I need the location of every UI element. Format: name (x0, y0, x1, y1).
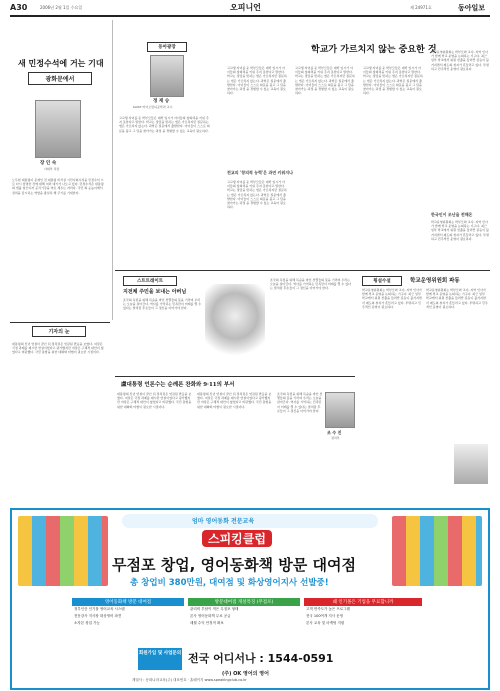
ad-col-item: 본사 교육 및 마케팅 지원 (306, 621, 345, 625)
ad-col-item: 본사 영어동화책 무료 공급 (190, 614, 231, 618)
column-tag: 기자의 눈 (32, 326, 86, 337)
column-bottom-article (115, 380, 355, 504)
column-title: 새 민정수석에 거는 기대 (18, 58, 104, 68)
column-body-2: 고교생 자녀를 둔 학부모들은 대학 입시가 아이들의 창의력을 키워 주지 못한다고 말한다. 학교는 정답을 맞히는 법은 가르치지만 질문하는 법은 가르치지 않는다. 과학은 질문에서 출발한다. 아이들이 스스로 의문을 품고 그 답을 찾아가는 과정 을 경험할 수 있는 교육이 필요하다. (227, 66, 287, 96)
author-photo-small (454, 444, 488, 484)
ad-col-item: 소자본 창업 가능 (74, 621, 100, 625)
column-straight (115, 274, 355, 374)
masthead (10, 2, 490, 14)
column-gwanghwamun (10, 20, 110, 320)
ad-contact-number[interactable]: 전국 어디서나 : 1544-0591 (188, 652, 334, 665)
ad-brand: 엄마 영어동화 전문교육 (192, 518, 255, 525)
ad-col-title: 방문대여점 개설특징 (무점포) (188, 598, 300, 606)
ad-col-item: 전국 100여개 지사 운영 (306, 614, 344, 618)
column-title: 지전체 주민을 보내는 아버님 (123, 289, 187, 295)
ad-col-title: 왜 인기몰은 기업을 무료합니까 (304, 598, 422, 606)
author-role: 정치부 (331, 436, 340, 440)
portrait-illustration (205, 284, 265, 364)
column-divider (112, 20, 113, 320)
ad-col-item: 관리비 부담이 적은 무점포 형태 (190, 607, 239, 611)
column-hoengseol (360, 274, 490, 504)
advertisement[interactable] (10, 508, 490, 690)
column-body-3: 조국의 독립을 위해 목숨을 바친 선열들의 뜻을 기리며 우리는 오늘을 살아간다. 역사를 기억하는 민족만이 미래를 열 수 있다는 말처럼 후손들이 그 정신을 이어가야 한다. (277, 392, 323, 413)
ad-logo: 스피킹클럽 (202, 530, 272, 547)
column-body: 고교생 자녀를 둔 학부모들은 대학 입시가 아이들의 창의력을 키워 주지 못한다고 말한다. 학교는 정답을 맞히는 법은 가르치지만 질문하는 법은 가르치지 않는다. 과학은 질문에서 출발한다. 아이들이 스스로 의문을 품고 그 답을 찾아가는 과정 을 경험할 수 있는 교육이 필요하다. (119, 116, 210, 133)
column-title: 학교운영위원회 파동 (410, 278, 460, 284)
column-title: 학교가 가르치지 않는 중요한 것 (311, 45, 437, 55)
column-tag: 광화문에서 (28, 72, 92, 85)
author-photo (35, 100, 81, 158)
column-donga-square (115, 20, 490, 268)
section-rule (115, 376, 355, 377)
column-body: 대통령의 신년 연설이 끝난 뒤 정치권은 엇갈린 반응을 보였다. 여당은 국정 과제를 제시한 연설이었다고 평가했지만 야당은 구체적 대안이 없었다고 비판했다. 국민 통합을 위한 대화와 타협이 필요한 시점이다. (117, 392, 192, 409)
author-photo (150, 55, 184, 97)
column-body-3: 고교생 자녀를 둔 학부모들은 대학 입시가 아이들의 창의력을 키워 주지 못한다고 말한다. 학교는 정답을 맞히는 법은 가르치지만 질문하는 법은 가르치지 않는다. 과학은 질문에서 출발한다. 아이들이 스스로 의문을 품고 그 답을 찾아가는 과정 을 경험할 수 있는 교육이 필요하다. (227, 180, 287, 210)
section-rule (115, 270, 490, 271)
ad-col-item: 전문강사 지사장 화상영어 파견 (74, 614, 122, 618)
column-body: 노무현 대통령이 문재인 전 대통령 비서실 시민사회수석을 민정수석 으로 다시 임명한 것에 대해 여러 얘기가 나오고 있다. 민정수석은 대통령의 법률 참모이자 공직기강을 바로 세우는 자리다. 국민 의 눈높이에서 권력을 감시하는 역할을 충실히 해 주기를 기대한다. (12, 178, 104, 195)
ad-feature-column (188, 598, 300, 627)
ad-col-item: 정부인증 인기몰 영어교육 시스템 (74, 607, 125, 611)
issue-number: 제 24971호 (410, 5, 432, 10)
column-title: 盧대통령 언론수는 순례론 찬화와 9·11의 부서 (121, 382, 235, 388)
column-body: 조국의 독립을 위해 목숨을 바친 선열들의 뜻을 기리며 우리는 오늘을 살아간다. 역사를 기억하는 민족만이 미래를 열 수 있다는 말처럼 후손들이 그 정신을 이어가야 한다. (123, 298, 202, 311)
author-role: KAIST 바이오및뇌공학과 교수 (133, 105, 173, 109)
masthead-rule (10, 15, 490, 17)
author-name: 조 수 진 (327, 430, 342, 435)
section-rule (10, 322, 110, 323)
column-body-6: 학교운영위원회는 학부모와 교사, 지역 인사가 함께 학교 운영을 논의하는 기구다. 최근 일부 학교에서 위원 선출을 둘러싼 갈등이 불거지면서 제도의 취지가 흔들리고 있다. 투명하고 민주적인 운영이 필요하다. (431, 50, 489, 71)
column-body-4: 고교생 자녀를 둔 학부모들은 대학 입시가 아이들의 창의력을 키워 주지 못한다고 말한다. 학교는 정답을 맞히는 법은 가르치지만 질문하는 법은 가르치지 않는다. 과학은 질문에서 출발한다. 아이들이 스스로 의문을 품고 그 답을 찾아가는 과정 을 경험할 수 있는 교육이 필요하다. (295, 66, 355, 96)
author-role: 사회부 차장 (44, 167, 60, 171)
ad-subline: 총 창업비 380만원, 대여점 및 화상영어지사 선발중! (130, 578, 329, 588)
ad-company: (주) OK 영어의 영어 (222, 671, 269, 677)
column-tag: 동아광장 (147, 42, 187, 52)
ad-feature-column (72, 598, 184, 627)
ad-footer: 계열사 : 동화나라교육(주) 대표번호 · 홈페이지 www.speakingclub.co.kr (132, 678, 247, 682)
ad-feature-column (304, 598, 422, 627)
column-body-2: 조국의 독립을 위해 목숨을 바친 선열들의 뜻을 기리며 우리는 오늘을 살아간다. 역사를 기억하는 민족만이 미래를 열 수 있다는 말처럼 후손들이 그 정신을 이어가야 한다. (270, 278, 352, 291)
column-body-5: 고교생 자녀를 둔 학부모들은 대학 입시가 아이들의 창의력을 키워 주지 못한다고 말한다. 학교는 정답을 맞히는 법은 가르치지만 질문하는 법은 가르치지 않는다. 과학은 질문에서 출발한다. 아이들이 스스로 의문을 품고 그 답을 찾아가는 과정 을 경험할 수 있는 교육이 필요하다. (363, 66, 423, 96)
ad-headline: 무점포 창업, 영어동화책 방문 대여점 (112, 556, 356, 574)
column-body-7: 학교운영위원회는 학부모와 교사, 지역 인사가 함께 학교 운영을 논의하는 기구다. 최근 일부 학교에서 위원 선출을 둘러싼 갈등이 불거지면서 제도의 취지가 흔들리고 있다. 투명하고 민주적인 운영이 필요하다. (431, 220, 489, 241)
column-body: 대통령의 신년 연설이 끝난 뒤 정치권은 엇갈린 반응을 보였다. 여당은 국정 과제를 제시한 연설이었다고 평가했지만 야당은 구체적 대안이 없었다고 비판했다. 국민 통합을 위한 대화와 타협이 필요한 시점이다. (12, 342, 104, 355)
ad-books-right (392, 516, 482, 586)
ad-col-title: 영어동화책 방문 대여점 (72, 598, 184, 606)
ad-books-left (18, 516, 108, 586)
author-photo (325, 392, 355, 428)
page-number: A30 (10, 3, 28, 12)
ad-col-item: 고객 만족도가 높은 프로그램 (306, 607, 350, 611)
column-body-2: 대통령의 신년 연설이 끝난 뒤 정치권은 엇갈린 반응을 보였다. 여당은 국정 과제를 제시한 연설이었다고 평가했지만 야당은 구체적 대안이 없었다고 비판했다. 국민 통합을 위한 대화와 타협이 필요한 시점이다. (197, 392, 272, 409)
ad-contact-label: 회원가입 및 사업문의 (138, 648, 182, 670)
author-name: 정 재 승 (153, 99, 170, 104)
column-body-2: 학교운영위원회는 학부모와 교사, 지역 인사가 함께 학교 운영을 논의하는 기구다. 최근 일부 학교에서 위원 선출을 둘러싼 갈등이 불거지면서 제도의 취지가 흔들리고 있다. 투명하고 민주적인 운영이 필요하다. (426, 288, 488, 309)
column-tag: 스트트레이트 (123, 276, 177, 286)
paper-name: 동아일보 (458, 3, 486, 12)
column-tag: 횡설수설 (362, 276, 402, 286)
ad-col-item: 매월 수익 안정적 확보 (190, 621, 224, 625)
issue-date: 2006년 2월 1일 수요일 (40, 5, 83, 10)
column-subhead: 전교의 '창의적 능력'은 과연 키워지나 (227, 170, 293, 175)
column-reporters-eye (10, 326, 110, 506)
section-title: 오피니언 (230, 2, 261, 12)
author-name: 장 인 숙 (40, 161, 57, 166)
sidebar-subhead: 한국인이 조난을 전해온 (431, 212, 473, 217)
column-body: 학교운영위원회는 학부모와 교사, 지역 인사가 함께 학교 운영을 논의하는 기구다. 최근 일부 학교에서 위원 선출을 둘러싼 갈등이 불거지면서 제도의 취지가 흔들리고 있다. 투명하고 민주적인 운영이 필요하다. (362, 288, 422, 309)
